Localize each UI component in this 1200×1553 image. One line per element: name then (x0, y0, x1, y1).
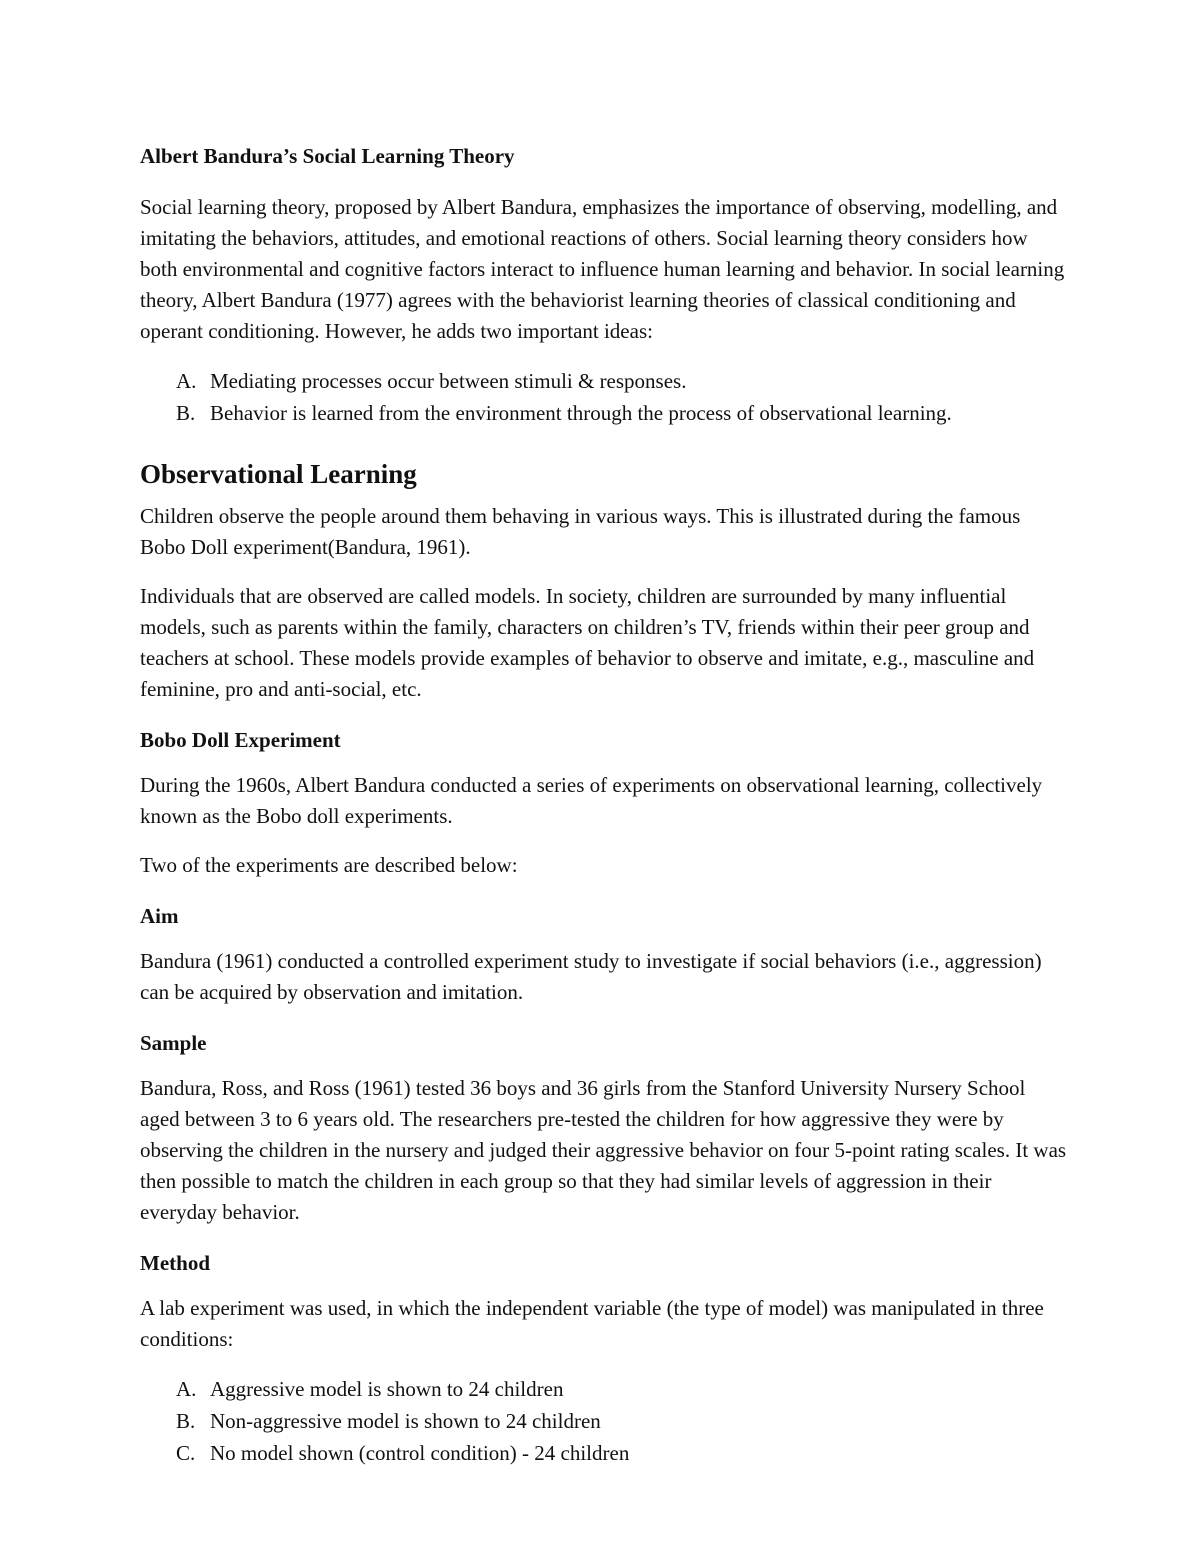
list-item-text: Non-aggressive model is shown to 24 children (210, 1409, 601, 1433)
bobo-paragraph-1: During the 1960s, Albert Bandura conducted a series of experiments on observational learning, collectively known as the Bobo doll experiments. (140, 773, 1043, 828)
list-marker: A. (176, 1377, 197, 1401)
bobo-doll-heading: Bobo Doll Experiment (140, 728, 341, 752)
sample-heading: Sample (140, 1031, 207, 1055)
method-paragraph: A lab experiment was used, in which the independent variable (the type of model) was manipulated in three conditions: (140, 1296, 1044, 1351)
observational-paragraph-1: Children observe the people around them behaving in various ways. This is illustrated during the famous Bobo Doll experiment(Bandura, 1961). (140, 504, 1021, 559)
list-marker: B. (176, 401, 196, 425)
list-item (140, 1373, 1070, 1405)
list-item (140, 365, 1070, 397)
list-item-text: Behavior is learned from the environment through the process of observational learning. (210, 401, 952, 425)
method-heading: Method (140, 1251, 210, 1275)
document-title: Albert Bandura’s Social Learning Theory (140, 144, 515, 168)
list-item (140, 1437, 1070, 1469)
list-item-text: No model shown (control condition) - 24 children (210, 1441, 630, 1465)
list-item (140, 1405, 1070, 1437)
bobo-paragraph-2: Two of the experiments are described below: (140, 853, 518, 877)
aim-heading: Aim (140, 904, 179, 928)
list-item-text: Aggressive model is shown to 24 children (210, 1377, 564, 1401)
intro-paragraph: Social learning theory, proposed by Albert Bandura, emphasizes the importance of observing, modelling, and imitating the behaviors, attitudes, and emotional reactions of others. Social learning theory considers how both environmental and cognitive factors interact to influence human learning and behavior. In social learning theory, Albert Bandura (1977) agrees with the behaviorist learning theories of classical conditioning and operant conditioning. However, he adds two important ideas: (140, 195, 1065, 343)
list-marker: C. (176, 1441, 196, 1465)
observational-learning-heading: Observational Learning (140, 459, 417, 489)
aim-paragraph: Bandura (1961) conducted a controlled experiment study to investigate if social behaviors (i.e., aggression) can be acquired by observation and imitation. (140, 949, 1042, 1004)
ideas-list (140, 365, 1070, 429)
sample-paragraph: Bandura, Ross, and Ross (1961) tested 36 boys and 36 girls from the Stanford University Nursery School aged between 3 to 6 years old. The researchers pre-tested the children for how aggressive they were by observing the children in the nursery and judged their aggressive behavior on four 5-point rating scales. It was then possible to match the children in each group so that they had similar levels of aggression in their everyday behavior. (140, 1076, 1067, 1224)
observational-paragraph-2: Individuals that are observed are called models. In society, children are surrounded by many influential models, such as parents within the family, characters on children’s TV, friends within their peer group and teachers at school. These models provide examples of behavior to observe and imitate, e.g., masculine and feminine, pro and anti-social, etc. (140, 584, 1035, 701)
list-marker: A. (176, 369, 197, 393)
list-item-text: Mediating processes occur between stimuli & responses. (210, 369, 687, 393)
list-marker: B. (176, 1409, 196, 1433)
list-item (140, 397, 1070, 429)
document-page (140, 128, 1070, 1497)
conditions-list (140, 1373, 1070, 1469)
